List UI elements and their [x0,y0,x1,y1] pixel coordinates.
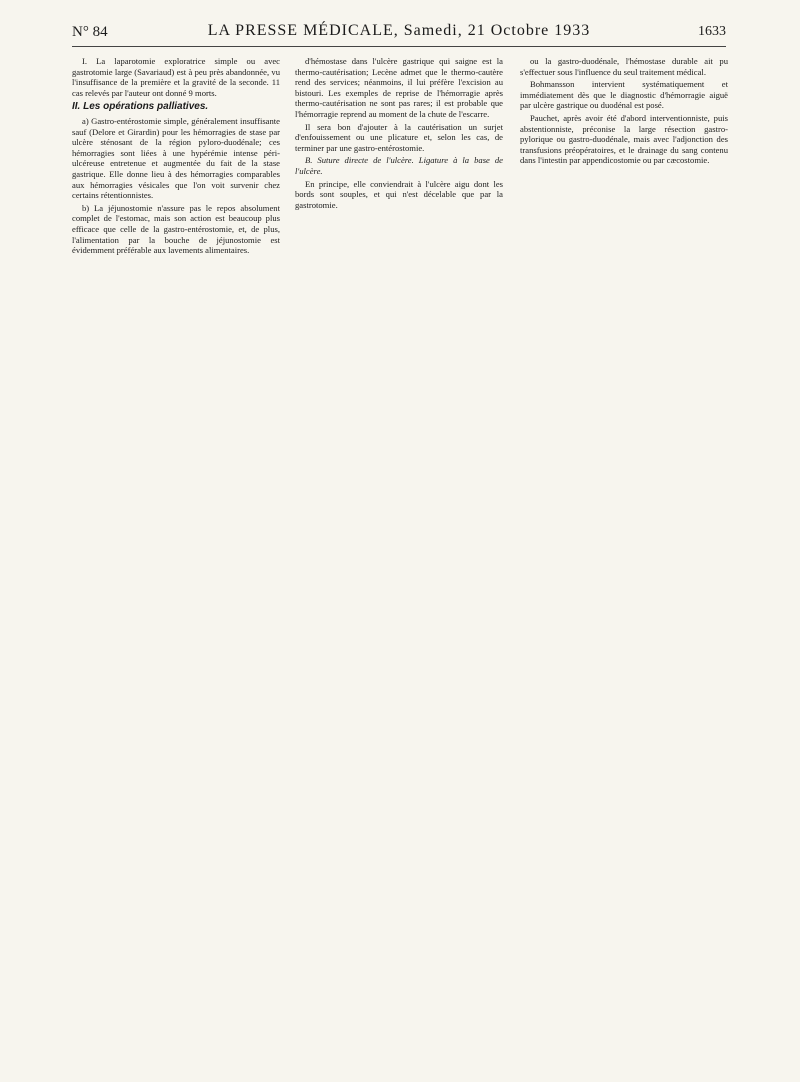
page-number: 1633 [698,24,726,39]
page-header [72,18,726,47]
column-right [520,56,728,168]
paragraph: d'hémostase dans l'ulcère gastrique qui saigne est la thermo-cautérisation; Lecène admet que le thermo-cautère rend des services; néanmoins, il lui préfère l'excision au bistouri. Les exemples de reprise de l'hémorragie après thermo-cautérisation ne sont pas rares; il est probable que l'hémorragie reprend au moment de la chute de l'escarre. [295,56,503,119]
column-left [72,56,280,258]
paragraph: Bohmansson intervient systématiquement et immédiatement dès que le diagnostic d'hémorragie aiguë par ulcère gastrique ou duodénal est posé. [520,79,728,111]
paragraph: En principe, elle conviendrait à l'ulcère aigu dont les bords sont souples, et qui n'est décelable que par la gastrotomie. [295,178,503,210]
column-middle [295,56,503,212]
section-heading: II. Les opérations palliatives. [72,101,209,113]
paragraph: I. La laparotomie exploratrice simple ou avec gastrotomie large (Savariaud) est à peu près abandonnée, vu l'insuffisance de la première et la gravité de la seconde. 11 cas relevés par l'auteur ont donné 9 morts. [72,56,280,98]
journal-title: LA PRESSE MÉDICALE [207,22,394,39]
paragraph: ou la gastro-duodénale, l'hémostase durable ait pu s'effectuer sous l'influence du seul traitement médical. [520,56,728,77]
journal-title-line: LA PRESSE MÉDICALE, Samedi, 21 Octobre 1933 [207,22,591,39]
paragraph: a) Gastro-entérostomie simple, généralement insuffisante sauf (Delore et Girardin) pour les hémorragies de stase par ulcère sténosant de la région pyloro-duodénale; ces hémorragies sont liées à une hypérémie intense péri-ulcéreuse entretenue et augmentée du fait de la stase gastrique. Elle donne lieu à des hémorragies comparables aux hémorragies vésicales que l'on voit survenir chez certains rétentionnistes. [72,115,280,201]
paragraph: Pauchet, après avoir été d'abord interventionniste, puis abstentionniste, préconise la large résection gastro-pylorique ou gastro-duodénale, mais avec l'adjonction des transfusions préopératoires, et le drainage du sang contenu dans l'intestin par appendicostomie ou par cæcostomie. [520,112,728,166]
issue-number: N° 84 [72,24,108,40]
issue-date: Samedi, 21 Octobre 1933 [403,22,591,39]
paragraph: Il sera bon d'ajouter à la cautérisation un surjet d'enfouissement ou une plicature et, selon les cas, de terminer par une gastro-entérostomie. [295,121,503,153]
paragraph: b) La jéjunostomie n'assure pas le repos absolument complet de l'estomac, mais son action est beaucoup plus efficace que celle de la gastro-entérostomie, et, de plus, l'alimentation par la bouche de jéjunostomie est évidemment préférable aux lavements alimentaires. [72,202,280,256]
subsection-heading: B. Suture directe de l'ulcère. Ligature à la base de l'ulcère. [295,155,503,176]
